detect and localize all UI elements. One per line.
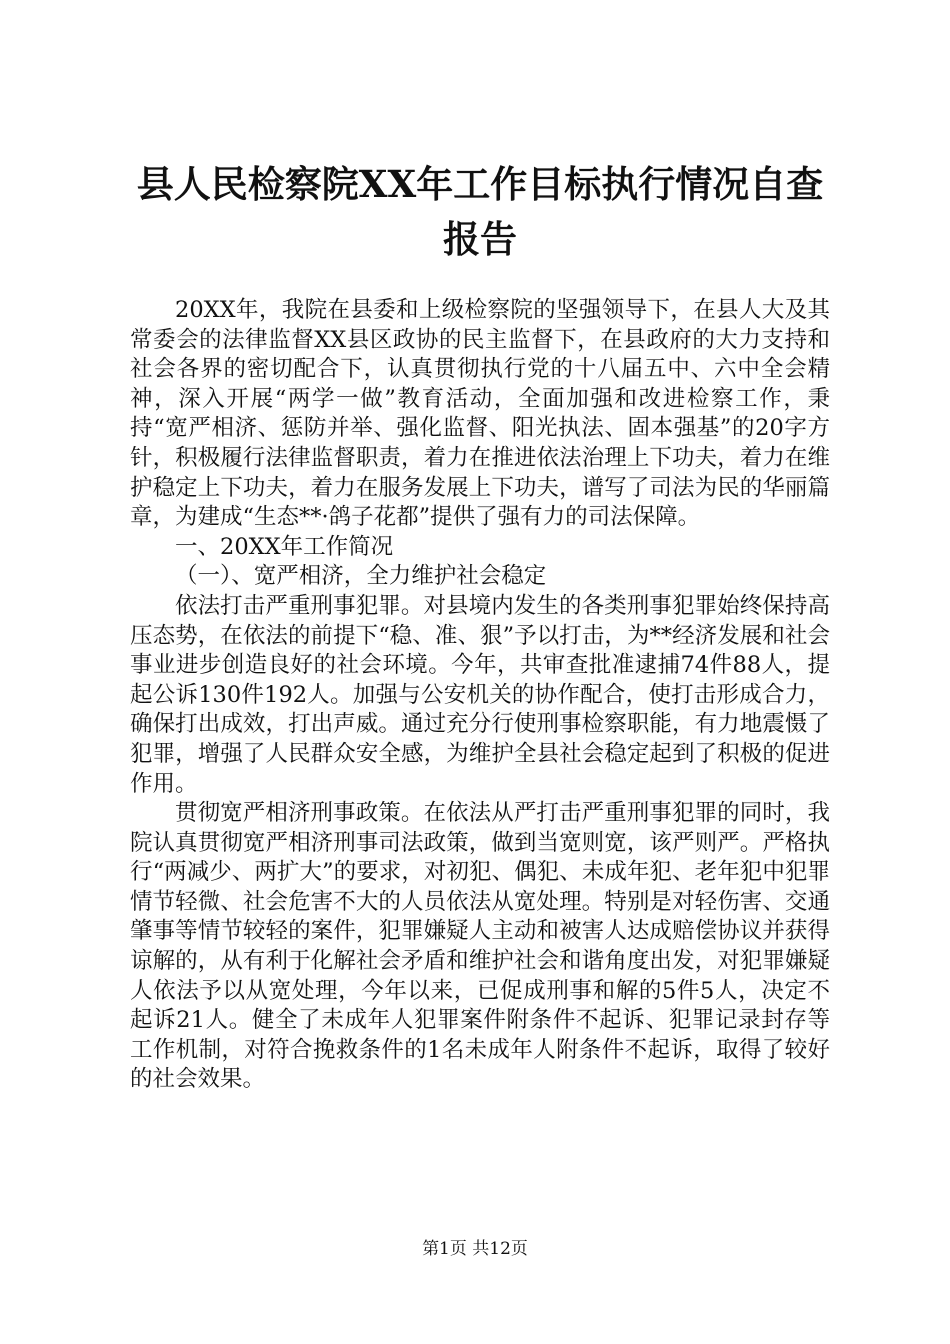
document-title: 县人民检察院XX年工作目标执行情况自查报告 [136,162,824,261]
page-footer: 第1页 共12页 [422,1239,528,1259]
intro-paragraph: 20XX年，我院在县委和上级检察院的坚强领导下，在县人大及其常委会的法律监督XX县区政协的民主监督下，在县政府的大力支持和社会各界的密切配合下，认真贯彻执行党的十八届五中、六中全会精神，深入开展“两学一做”教育活动，全面加强和改进检察工作，秉持“宽严相济、惩防并举、强化监督、阳光执法、固本强基”的20字方针，积极履行法律监督职责，着力在推进依法治理上下功夫，着力在维护稳定上下功夫，着力在服务发展上下功夫，谱写了司法为民的华丽篇章，为建成“生态**·鸽子花都”提供了强有力的司法保障。 [130,297,830,531]
subsection-heading: （一）、宽严相济，全力维护社会稳定 [175,563,547,590]
document-body [130,296,830,1095]
body-paragraph: 贯彻宽严相济刑事政策。在依法从严打击严重刑事犯罪的同时，我院认真贯彻宽严相济刑事司法政策，做到当宽则宽，该严则严。严格执行“两减少、两扩大”的要求，对初犯、偶犯、未成年犯、老年犯中犯罪情节轻微、社会危害不大的人员依法从宽处理。特别是对轻伤害、交通肇事等情节较轻的案件，犯罪嫌疑人主动和被害人达成赔偿协议并获得谅解的，从有利于化解社会矛盾和维护社会和谐角度出发，对犯罪嫌疑人依法予以从宽处理，今年以来，已促成刑事和解的5件5人，决定不起诉21人。健全了未成年人犯罪案件附条件不起诉、犯罪记录封存等工作机制，对符合挽救条件的1名未成年人附条件不起诉，取得了较好的社会效果。 [130,800,830,1093]
section-heading: 一、20XX年工作简况 [175,533,394,560]
body-paragraph: 依法打击严重刑事犯罪。对县境内发生的各类刑事犯罪始终保持高压态势，在依法的前提下“稳、准、狠”予以打击，为**经济发展和社会事业进步创造良好的社会环境。今年，共审查批准逮捕74件88人，提起公诉130件192人。加强与公安机关的协作配合，使打击形成合力，确保打出成效，打出声威。通过充分行使刑事检察职能，有力地震慑了犯罪，增强了人民群众安全感，为维护全县社会稳定起到了积极的促进作用。 [130,592,830,797]
